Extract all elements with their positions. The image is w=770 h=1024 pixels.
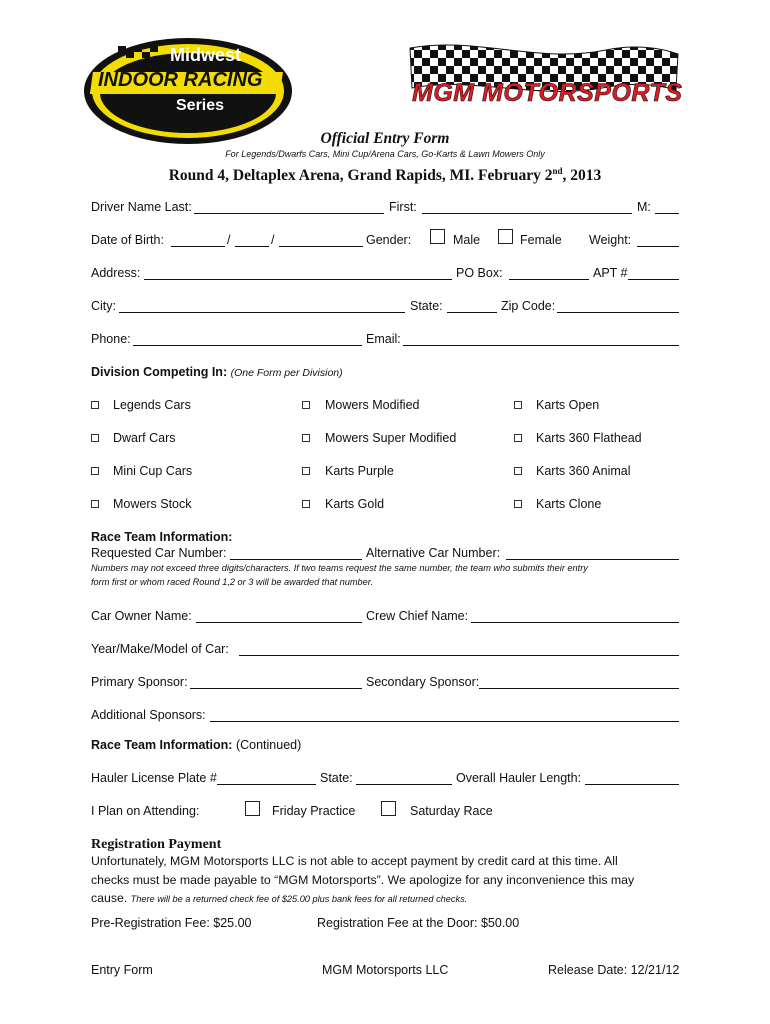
driver-last-name-label: Driver Name Last: — [91, 200, 192, 214]
crew-chief-name-field[interactable] — [471, 622, 679, 623]
payment-paragraph-line1: Unfortunately, MGM Motorsports LLC is not able to accept payment by credit card at this time. All — [91, 854, 618, 868]
division-checkbox-legends-cars[interactable] — [91, 401, 99, 409]
year-make-model-label: Year/Make/Model of Car: — [91, 642, 229, 656]
dob-separator: / — [227, 233, 231, 247]
race-team-continued-suffix: (Continued) — [235, 738, 302, 752]
logo-text-indoor-racing: INDOOR RACING — [98, 69, 263, 91]
race-team-continued-heading — [91, 738, 301, 753]
division-checkbox-mowers-modified[interactable] — [302, 401, 310, 409]
logo-text-series: Series — [176, 97, 225, 114]
division-checkbox-karts-360-flathead[interactable] — [514, 434, 522, 442]
division-option-karts-clone: Karts Clone — [536, 497, 602, 511]
division-heading-label: Division Competing In: — [91, 365, 228, 379]
dob-year-field[interactable] — [279, 246, 363, 247]
driver-first-name-label: First: — [389, 200, 417, 214]
footer-release-date: Release Date: 12/21/12 — [548, 963, 680, 977]
driver-mi-label: M: — [637, 200, 651, 214]
city-field[interactable] — [119, 312, 405, 313]
hauler-state-field[interactable] — [356, 784, 452, 785]
event-heading-superscript: nd — [552, 166, 563, 176]
payment-paragraph-cause: cause. — [91, 891, 128, 905]
race-team-heading: Race Team Information: — [91, 530, 233, 544]
returned-check-note: There will be a returned check fee of $25.00 plus bank fees for all returned checks. — [130, 894, 468, 904]
division-option-karts-360-flathead: Karts 360 Flathead — [536, 431, 642, 445]
division-option-mini-cup-cars: Mini Cup Cars — [113, 464, 193, 478]
car-owner-name-label: Car Owner Name: — [91, 609, 192, 623]
alternative-car-number-field[interactable] — [506, 559, 679, 560]
car-number-note-line2: form first or whom raced Round 1,2 or 3 will be awarded that number. — [91, 577, 374, 587]
driver-first-name-field[interactable] — [422, 213, 632, 214]
division-option-karts-360-animal: Karts 360 Animal — [536, 464, 631, 478]
hauler-license-plate-label: Hauler License Plate # — [91, 771, 217, 785]
saturday-race-checkbox[interactable] — [381, 801, 396, 816]
state-field[interactable] — [447, 312, 497, 313]
friday-practice-label: Friday Practice — [272, 804, 356, 818]
race-team-continued-label: Race Team Information: — [91, 738, 233, 752]
primary-sponsor-field[interactable] — [190, 688, 362, 689]
registration-payment-heading: Registration Payment — [91, 837, 222, 852]
address-field[interactable] — [144, 279, 452, 280]
saturday-race-label: Saturday Race — [410, 804, 493, 818]
car-owner-name-field[interactable] — [196, 622, 362, 623]
state-label: State: — [410, 299, 443, 313]
division-checkbox-mowers-stock[interactable] — [91, 500, 99, 508]
secondary-sponsor-field[interactable] — [479, 688, 679, 689]
footer-entry-form: Entry Form — [91, 963, 153, 977]
division-checkbox-mowers-super-modified[interactable] — [302, 434, 310, 442]
hauler-length-field[interactable] — [585, 784, 679, 785]
primary-sponsor-label: Primary Sponsor: — [91, 675, 188, 689]
phone-label: Phone: — [91, 332, 131, 346]
gender-label: Gender: — [366, 233, 412, 247]
payment-paragraph-line2: checks must be made payable to “MGM Motorsports”. We apologize for any inconvenience this may — [91, 873, 635, 887]
year-make-model-field[interactable] — [239, 655, 679, 656]
requested-car-number-field[interactable] — [230, 559, 362, 560]
alternative-car-number-label: Alternative Car Number: — [366, 546, 501, 560]
footer-company: MGM Motorsports LLC — [322, 963, 449, 977]
crew-chief-name-label: Crew Chief Name: — [366, 609, 469, 623]
pre-registration-fee: Pre-Registration Fee: $25.00 — [91, 916, 252, 930]
form-title: Official Entry Form — [320, 130, 450, 147]
division-checkbox-mini-cup-cars[interactable] — [91, 467, 99, 475]
dob-day-field[interactable] — [235, 246, 269, 247]
gender-male-label: Male — [453, 233, 481, 247]
division-checkbox-karts-open[interactable] — [514, 401, 522, 409]
plan-attending-label: I Plan on Attending: — [91, 804, 200, 818]
division-option-karts-open: Karts Open — [536, 398, 600, 412]
zip-field[interactable] — [557, 312, 679, 313]
division-option-mowers-modified: Mowers Modified — [325, 398, 420, 412]
division-option-mowers-stock: Mowers Stock — [113, 497, 192, 511]
gender-female-label: Female — [520, 233, 562, 247]
division-option-karts-gold: Karts Gold — [325, 497, 385, 511]
car-number-note-line1: Numbers may not exceed three digits/characters. If two teams request the same number, the team who submits their entry — [91, 563, 588, 573]
apt-label: APT # — [593, 266, 628, 280]
division-checkbox-karts-gold[interactable] — [302, 500, 310, 508]
division-option-karts-purple: Karts Purple — [325, 464, 394, 478]
pobox-field[interactable] — [509, 279, 589, 280]
division-heading-note: (One Form per Division) — [230, 367, 343, 379]
email-field[interactable] — [403, 345, 679, 346]
zip-label: Zip Code: — [501, 299, 556, 313]
hauler-state-label: State: — [320, 771, 353, 785]
additional-sponsors-label: Additional Sponsors: — [91, 708, 206, 722]
mgm-motorsports-wordmark: MGM MOTORSPORTS — [412, 79, 683, 107]
phone-field[interactable] — [133, 345, 362, 346]
division-option-legends-cars: Legends Cars — [113, 398, 191, 412]
dob-month-field[interactable] — [171, 246, 225, 247]
logo-text-midwest: Midwest — [170, 45, 242, 65]
weight-field[interactable] — [637, 246, 679, 247]
hauler-license-plate-field[interactable] — [217, 784, 316, 785]
driver-last-name-field[interactable] — [194, 213, 384, 214]
requested-car-number-label: Requested Car Number: — [91, 546, 227, 560]
division-checkbox-dwarf-cars[interactable] — [91, 434, 99, 442]
division-option-mowers-super-modified: Mowers Super Modified — [325, 431, 457, 445]
division-checkbox-karts-360-animal[interactable] — [514, 467, 522, 475]
event-heading — [0, 162, 770, 185]
city-label: City: — [91, 299, 116, 313]
weight-label: Weight: — [589, 233, 632, 247]
additional-sponsors-field[interactable] — [210, 721, 679, 722]
event-heading-year: , 2013 — [562, 167, 602, 185]
address-label: Address: — [91, 266, 141, 280]
event-heading-main: Round 4, Deltaplex Arena, Grand Rapids, MI. February 2 — [168, 167, 553, 185]
division-checkbox-karts-purple[interactable] — [302, 467, 310, 475]
form-subtitle: For Legends/Dwarfs Cars, Mini Cup/Arena Cars, Go-Karts & Lawn Mowers Only — [225, 149, 545, 159]
apt-field[interactable] — [628, 279, 679, 280]
driver-mi-field[interactable] — [655, 213, 679, 214]
dob-label: Date of Birth: — [91, 233, 164, 247]
division-checkbox-karts-clone[interactable] — [514, 500, 522, 508]
pobox-label: PO Box: — [456, 266, 503, 280]
division-heading — [91, 365, 343, 381]
secondary-sponsor-label: Secondary Sponsor: — [366, 675, 480, 689]
door-registration-fee: Registration Fee at the Door: $50.00 — [317, 916, 520, 930]
division-option-dwarf-cars: Dwarf Cars — [113, 431, 176, 445]
gender-female-checkbox[interactable] — [498, 229, 513, 244]
hauler-length-label: Overall Hauler Length: — [456, 771, 582, 785]
gender-male-checkbox[interactable] — [430, 229, 445, 244]
email-label: Email: — [366, 332, 401, 346]
payment-paragraph-line3 — [91, 891, 467, 907]
dob-separator: / — [271, 233, 275, 247]
friday-practice-checkbox[interactable] — [245, 801, 260, 816]
